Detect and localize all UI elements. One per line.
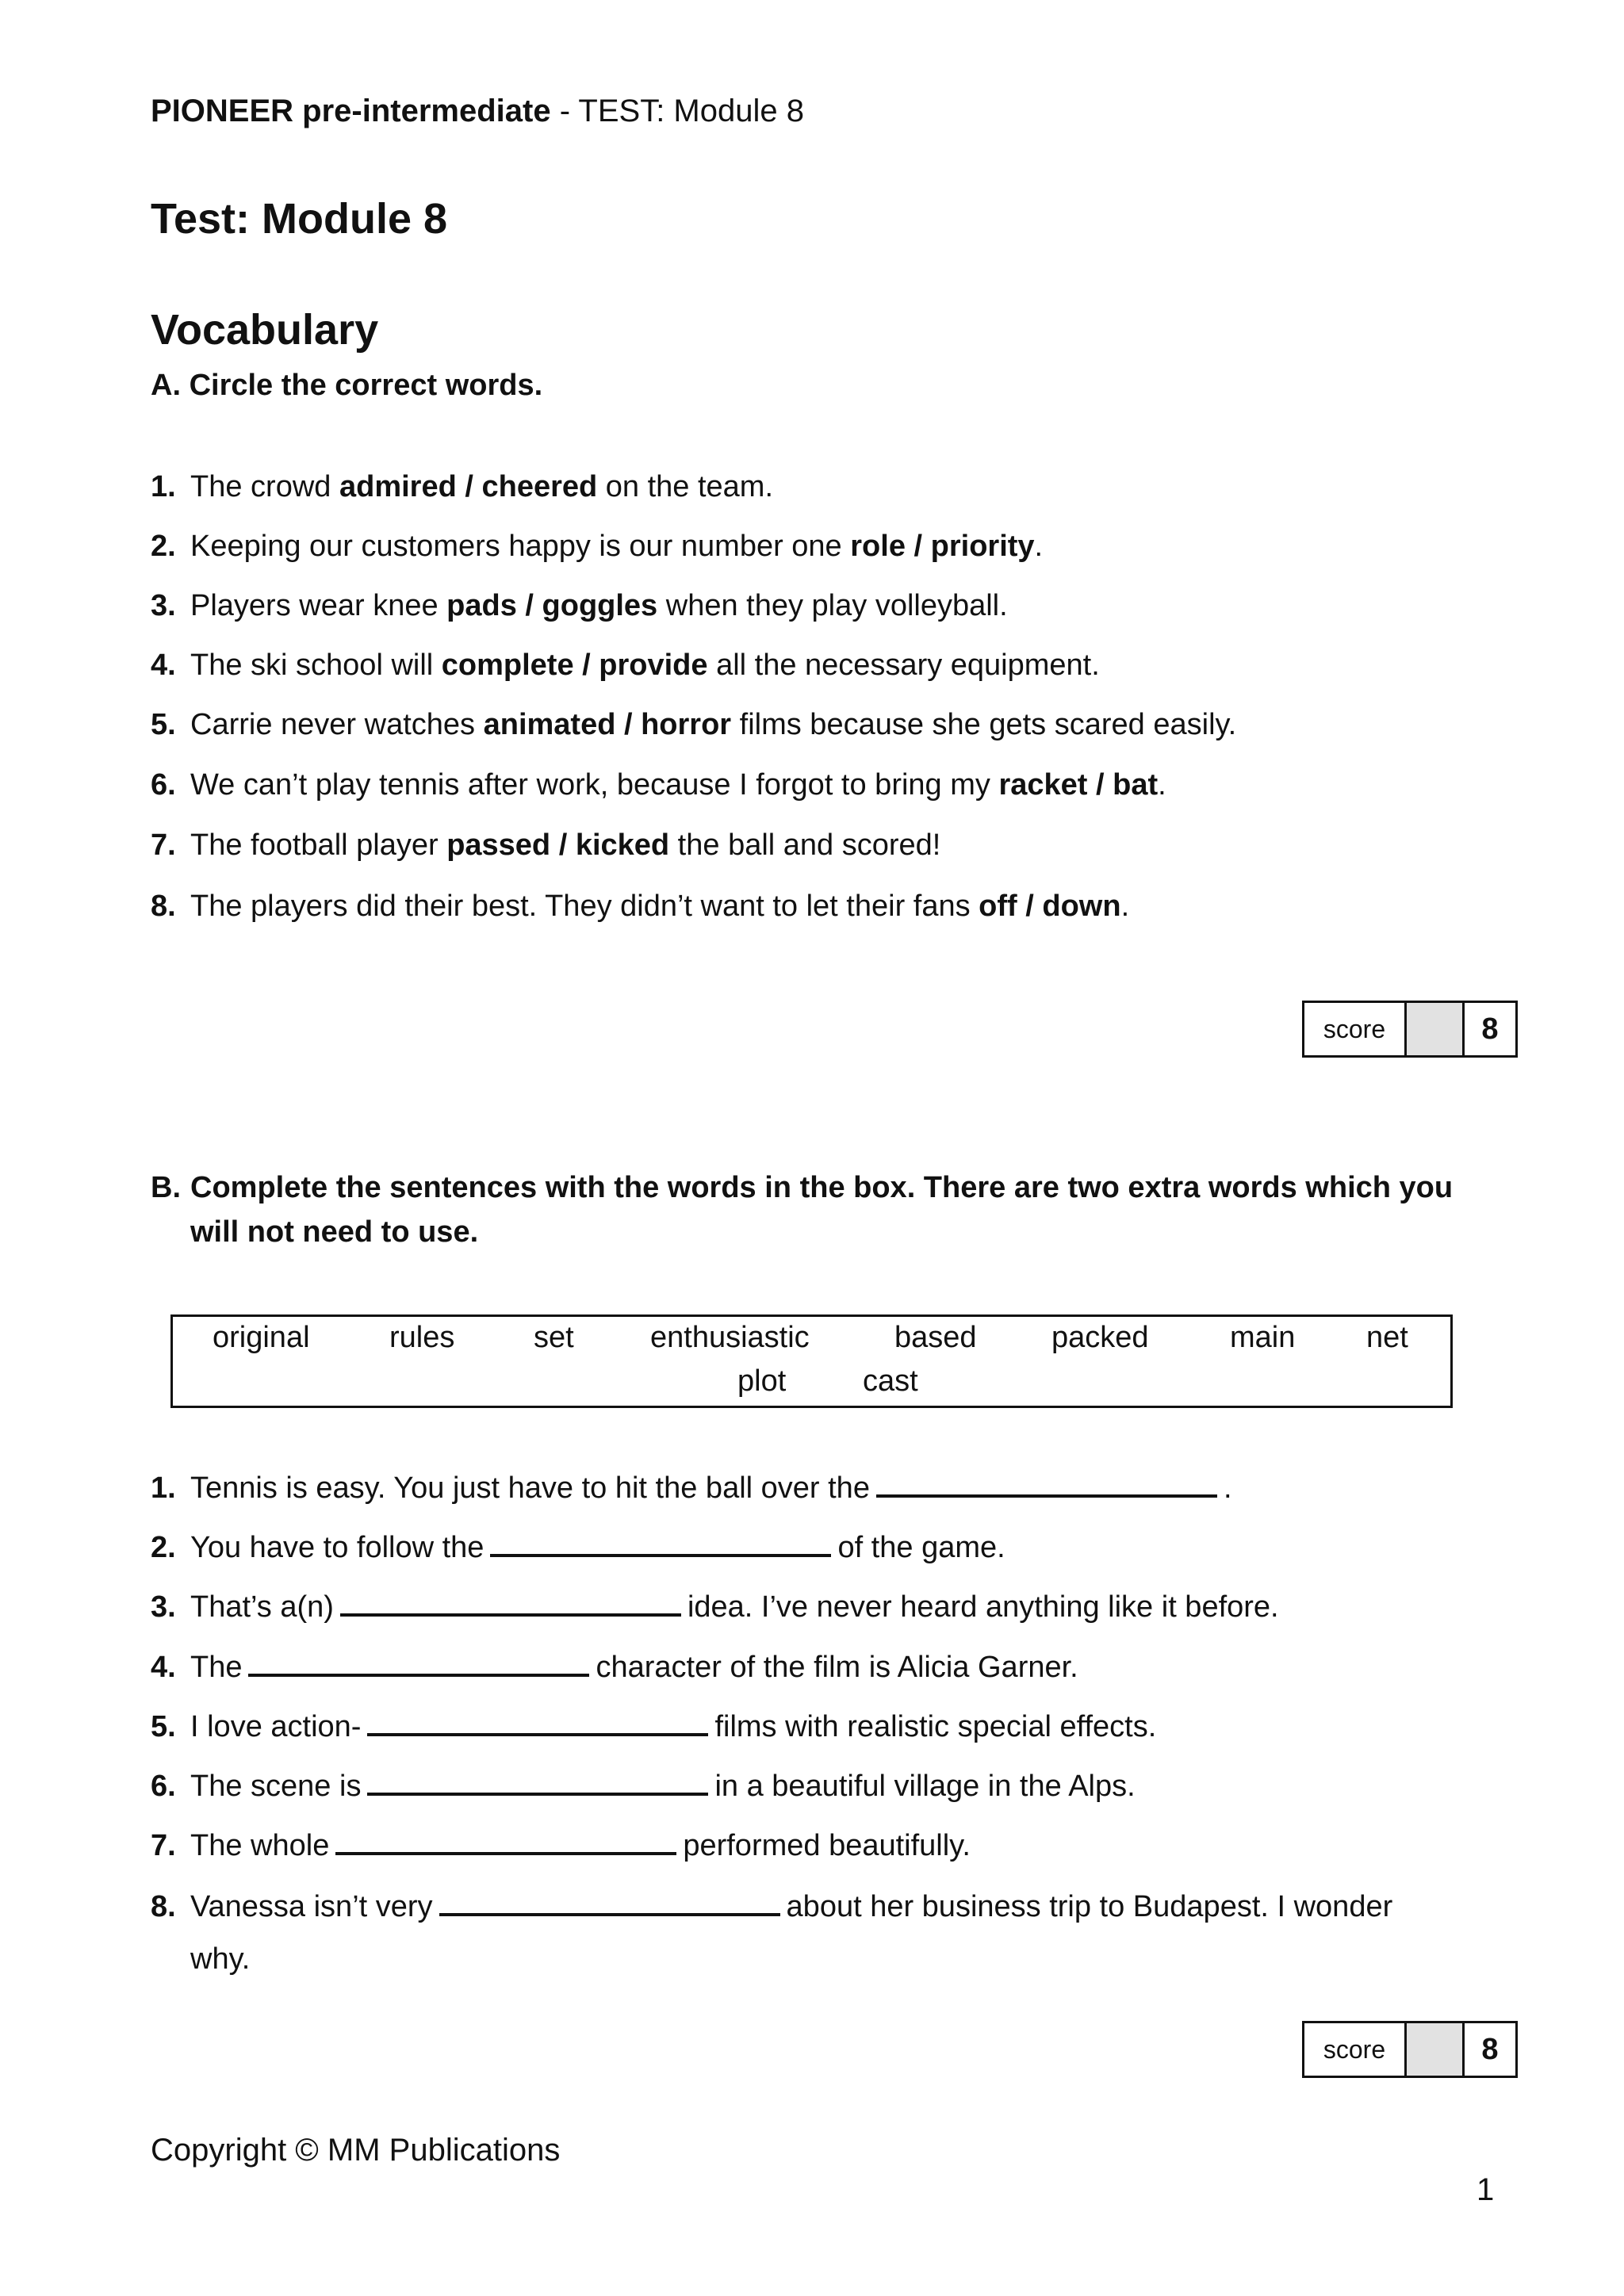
- part-b-question-8: [151, 1889, 1392, 1924]
- question-number: 1.: [151, 470, 176, 503]
- running-header: [151, 94, 804, 129]
- question-number: 8.: [151, 890, 176, 923]
- word-box-word: plot: [737, 1364, 787, 1398]
- part-b-question-3: [151, 1590, 1279, 1624]
- part-a-instruction: [151, 369, 542, 403]
- part-a-question-8: [151, 890, 1129, 924]
- word-box-word: based: [894, 1321, 977, 1354]
- question-number: 3.: [151, 1590, 176, 1624]
- question-text-after: all the necessary equipment.: [707, 649, 1100, 682]
- word-box-word: net: [1366, 1321, 1408, 1354]
- section-title: Vocabulary: [151, 306, 379, 354]
- question-text-before: Carrie never watches: [190, 708, 484, 741]
- score-label: score: [1304, 2023, 1407, 2076]
- part-b-question-8-continuation: why.: [190, 1942, 251, 1976]
- part-a-text: Circle the correct words.: [189, 369, 543, 402]
- question-number: 2.: [151, 1531, 176, 1564]
- page-number: 1: [1477, 2172, 1495, 2207]
- question-text-before: The scene is: [190, 1770, 362, 1803]
- word-choice-options[interactable]: animated / horror: [483, 708, 732, 741]
- answer-blank[interactable]: [367, 1709, 708, 1736]
- score-total: 8: [1481, 2032, 1499, 2066]
- question-number: 8.: [151, 1890, 176, 1923]
- part-b-question-6: [151, 1769, 1136, 1804]
- question-number: 7.: [151, 1829, 176, 1862]
- part-b-text: Complete the sentences with the words in the box. There are two extra words which you will not need to use.: [190, 1171, 1454, 1249]
- score-label: score: [1304, 1003, 1407, 1055]
- copyright-notice: Copyright © MM Publications: [151, 2133, 561, 2168]
- question-number: 3.: [151, 589, 176, 622]
- word-choice-options[interactable]: role / priority: [850, 530, 1035, 563]
- question-text-after: of the game.: [837, 1531, 1005, 1564]
- question-text-after: when they play volleyball.: [657, 589, 1008, 622]
- question-text-after: .: [1158, 768, 1166, 802]
- word-box-word: cast: [863, 1364, 918, 1398]
- part-a-question-2: [151, 530, 1043, 564]
- question-number: 4.: [151, 1651, 176, 1684]
- part-a-question-6: [151, 768, 1166, 802]
- word-box: [170, 1314, 1453, 1408]
- question-text-after: on the team.: [597, 470, 774, 503]
- part-b-question-2: [151, 1530, 1005, 1565]
- part-b-question-5: [151, 1709, 1156, 1744]
- score-entry-field[interactable]: [1407, 2023, 1465, 2076]
- question-text-after: in a beautiful village in the Alps.: [714, 1770, 1136, 1803]
- question-number: 4.: [151, 649, 176, 682]
- word-choice-options[interactable]: complete / provide: [441, 649, 708, 682]
- part-b-question-7: [151, 1828, 971, 1863]
- part-b-question-1: [151, 1471, 1232, 1506]
- header-brand: PIONEER pre-intermediate: [151, 94, 551, 128]
- question-text-before: Keeping our customers happy is our number one: [190, 530, 851, 563]
- score-entry-field[interactable]: [1407, 1003, 1465, 1055]
- score-total: 8: [1481, 1012, 1499, 1046]
- question-number: 5.: [151, 1710, 176, 1743]
- question-text-before: Vanessa isn’t very: [190, 1890, 433, 1923]
- question-text-before: The ski school will: [190, 649, 442, 682]
- question-text-after: about her business trip to Budapest. I wonder: [786, 1890, 1393, 1923]
- word-box-word: packed: [1051, 1321, 1149, 1354]
- question-text-before: The football player: [190, 828, 447, 862]
- question-text-before: Tennis is easy. You just have to hit the ball over the: [190, 1471, 870, 1505]
- question-text-before: The players did their best. They didn’t want to let their fans: [190, 890, 979, 923]
- page-title: Test: Module 8: [151, 195, 448, 243]
- part-a-number: A.: [151, 369, 181, 402]
- question-text-after: the ball and scored!: [669, 828, 941, 862]
- part-a-score-box: [1302, 1001, 1518, 1058]
- question-text-after: .: [1223, 1471, 1232, 1505]
- question-number: 6.: [151, 768, 176, 802]
- word-box-word: enthusiastic: [650, 1321, 810, 1354]
- answer-blank[interactable]: [439, 1889, 780, 1916]
- question-text-before: I love action-: [190, 1710, 362, 1743]
- part-a-question-5: [151, 708, 1236, 742]
- question-text-after: .: [1034, 530, 1044, 563]
- question-text-after: performed beautifully.: [683, 1829, 971, 1862]
- question-text-after: films with realistic special effects.: [714, 1710, 1157, 1743]
- question-text-before: The crowd: [190, 470, 339, 503]
- part-a-question-7: [151, 828, 940, 863]
- question-text-before: That’s a(n): [190, 1590, 334, 1624]
- answer-blank[interactable]: [367, 1769, 708, 1796]
- word-box-word: rules: [389, 1321, 455, 1354]
- question-text-before: The: [190, 1651, 243, 1684]
- word-choice-options[interactable]: pads / goggles: [446, 589, 658, 622]
- part-b-question-4: [151, 1650, 1078, 1685]
- question-number: 2.: [151, 530, 176, 563]
- word-box-word: main: [1230, 1321, 1296, 1354]
- question-text-before: The whole: [190, 1829, 330, 1862]
- word-choice-options[interactable]: off / down: [979, 890, 1121, 923]
- question-number: 7.: [151, 828, 176, 862]
- answer-blank[interactable]: [876, 1471, 1217, 1498]
- word-box-word: set: [534, 1321, 574, 1354]
- question-text-after: .: [1120, 890, 1130, 923]
- question-text-after: character of the film is Alicia Garner.: [596, 1651, 1078, 1684]
- word-choice-options[interactable]: passed / kicked: [446, 828, 670, 862]
- question-number: 6.: [151, 1770, 176, 1803]
- question-text-before: Players wear knee: [190, 589, 447, 622]
- part-a-question-3: [151, 589, 1008, 623]
- part-b-number: B.: [151, 1171, 181, 1204]
- question-text-before: You have to follow the: [190, 1531, 485, 1564]
- word-box-word: original: [213, 1321, 310, 1354]
- header-rest: - TEST: Module 8: [550, 94, 804, 128]
- question-number: 1.: [151, 1471, 176, 1505]
- answer-blank[interactable]: [490, 1530, 831, 1557]
- word-choice-options[interactable]: admired / cheered: [339, 470, 598, 503]
- answer-blank[interactable]: [335, 1828, 676, 1855]
- part-a-question-4: [151, 649, 1100, 683]
- question-text-after: films because she gets scared easily.: [731, 708, 1237, 741]
- question-number: 5.: [151, 708, 176, 741]
- answer-blank[interactable]: [248, 1650, 589, 1677]
- word-choice-options[interactable]: racket / bat: [998, 768, 1159, 802]
- part-a-question-1: [151, 470, 773, 504]
- answer-blank[interactable]: [340, 1590, 681, 1617]
- question-text-before: We can’t play tennis after work, because I forgot to bring my: [190, 768, 999, 802]
- question-text-after: idea. I’ve never heard anything like it before.: [687, 1590, 1279, 1624]
- part-b-score-box: [1302, 2021, 1518, 2078]
- part-b-instruction: [151, 1165, 1467, 1254]
